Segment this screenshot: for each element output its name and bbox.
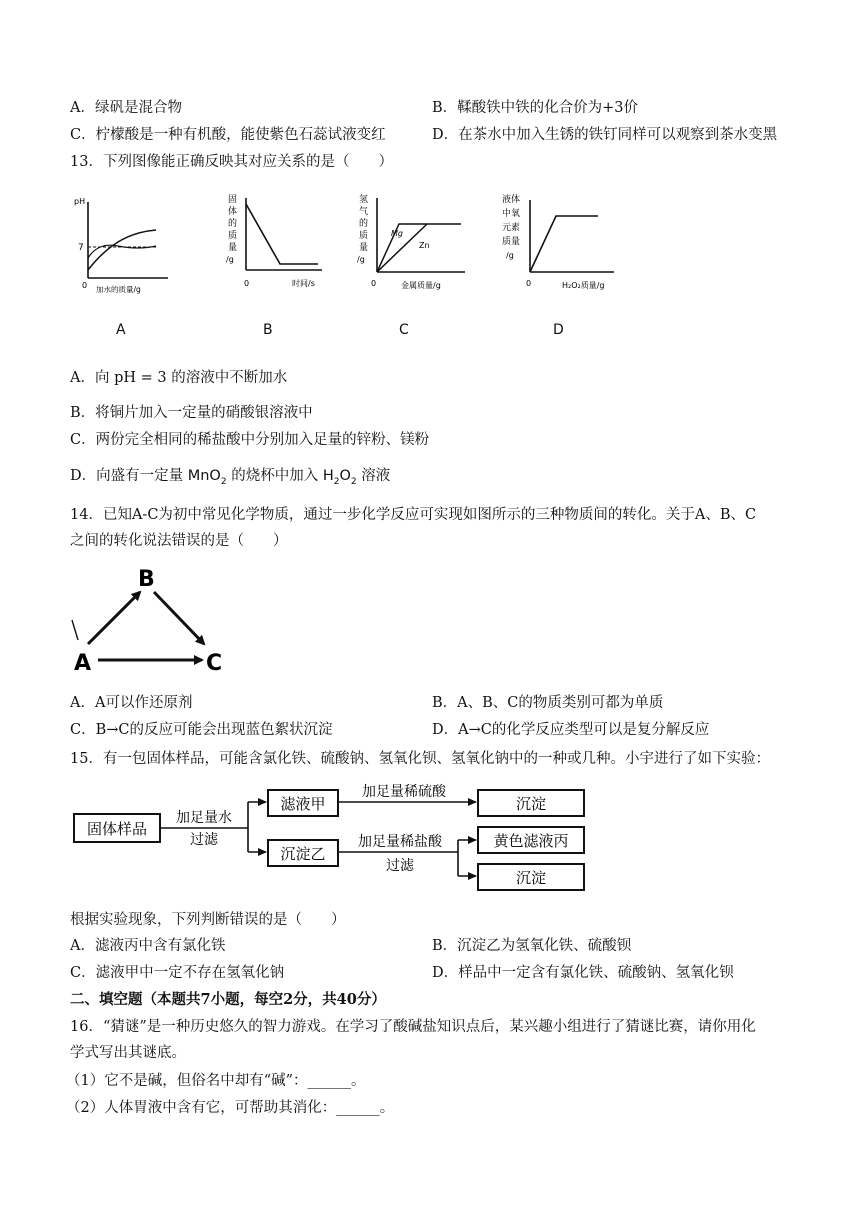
q15-stem: 15．有一包固体样品，可能含氯化铁、硫酸钠、氢氧化钡、氢氧化钠中的一种或几种。小宇进行了如下实验： [70,751,770,767]
graph-a-tick-7: 7 [78,243,84,253]
q13-option-d-prefix: D．向盛有一定量 [70,468,184,484]
h-text: H [322,468,334,484]
arrow-a-to-b [88,592,140,644]
graph-c-ylabel-3: 的 [359,219,369,229]
q16-sub1: （1）它不是碱，但俗名中却有“碱”：______。 [66,1073,366,1089]
q14-option-d: D．A→C的化学反应类型可以是复分解反应 [432,722,710,738]
q14-triangle-diagram [66,560,236,680]
q16-stem-line1: 16．“猜谜”是一种历史悠久的智力游戏。在学习了酸碱盐知识点后，某兴趣小组进行了猜谜比赛，请你用化 [70,1019,756,1035]
o-subscript: 2 [350,476,357,487]
graph-c-zn-label: Zn [419,241,430,250]
box-sample-label: 固体样品 [86,820,148,838]
node-b: B [138,567,155,592]
graph-c-origin: 0 [371,279,377,288]
graph-d-caption: D [553,322,564,338]
q15-option-a: A．滤液丙中含有氯化铁 [70,938,226,954]
box-result1-label: 沉淀 [515,795,547,813]
q13-option-a: A．向 pH = 3 的溶液中不断加水 [70,370,288,386]
q13-stem: 13．下列图像能正确反映其对应关系的是（ ） [70,154,393,170]
mno2-formula [187,468,227,487]
graph-d-origin: 0 [526,279,532,288]
q15-option-d: D．样品中一定含有氯化铁、硫酸钠、氢氧化钡 [432,965,734,981]
q12-option-a: A．绿矾是混合物 [70,100,182,116]
q13-option-c: C．两份完全相同的稀盐酸中分别加入足量的锌粉、镁粉 [70,432,430,448]
q13-option-d-suffix: 溶液 [361,468,391,484]
graph-a-caption: A [116,322,126,338]
q13-graph-b [222,188,332,304]
graph-b-caption: B [263,322,273,338]
q15-option-c: C．滤液甲中一定不存在氢氧化钠 [70,965,285,981]
box-result2-label: 黄色滤液丙 [493,832,569,850]
graph-c-ylabel-1: 氢 [359,195,369,205]
box-result3-label: 沉淀 [515,869,547,887]
graph-c-ylabel-4: 质 [359,231,369,241]
q12-option-d: D．在茶水中加入生锈的铁钉同样可以观察到茶水变黑 [432,127,778,143]
graph-a-origin: 0 [82,281,88,290]
q13-option-b: B．将铜片加入一定量的硝酸银溶液中 [70,405,313,421]
q15-question: 根据实验现象，下列判断错误的是（ ） [70,912,346,928]
graph-c-ylabel-2: 气 [359,207,369,217]
graph-a-xlabel: 加水的质量/g [96,285,141,294]
box-filtrate-a-label: 滤液甲 [280,795,326,813]
h-subscript: 2 [333,476,340,487]
graph-b-ylabel-2: 体 [228,207,238,217]
q12-option-b: B．鞣酸铁中铁的化合价为+3价 [432,100,639,116]
node-c: C [206,651,223,676]
step1-filter-label: 过滤 [190,832,218,848]
graph-b-ylabel-1: 固 [228,195,238,205]
box-precip-b-label: 沉淀乙 [280,845,326,863]
graph-c-xlabel: 金属质量/g [401,281,441,290]
node-a: A [74,651,92,676]
step3-label: 加足量稀盐酸 [358,834,442,850]
mno2-subscript: 2 [220,476,227,487]
q13-graph-c [355,188,473,304]
graph-b-origin: 0 [244,279,250,288]
h2o2-formula [322,468,357,487]
q14-stem-line2: 之间的转化说法错误的是（ ） [70,533,288,549]
q13-graph-d [498,188,622,304]
q14-stem-line1: 14．已知A-C为初中常见化学物质，通过一步化学反应可实现如图所示的三种物质间的转化。关于A、B、C [70,507,757,523]
mno2-text: MnO [187,468,221,484]
q13-graph-a [72,192,182,302]
graph-d-ylabel-3: 元素 [502,223,521,233]
graph-c-caption: C [399,322,409,338]
arrow-b-to-c [154,592,204,644]
graph-d-ylabel-4: 质量 [502,237,521,247]
graph-b-ylabel-5: 量 [228,243,238,253]
q16-sub2: （2）人体胃液中含有它，可帮助其消化：______。 [66,1100,395,1116]
q15-flowchart [70,778,600,898]
graph-d-ylabel-1: 液体 [502,195,521,205]
q13-option-d-mid: 的烧杯中加入 [231,468,319,484]
graph-d-ylabel-5: /g [506,251,514,260]
q14-option-a: A．A可以作还原剂 [70,695,193,711]
q13-option-d [70,466,390,492]
o-text: O [339,468,351,484]
graph-b-ylabel-6: /g [226,255,234,264]
step3-filter-label: 过滤 [386,858,414,874]
graph-c-ylabel-5: 量 [359,243,369,253]
q14-option-b: B．A、B、C的物质类别可都为单质 [432,695,664,711]
q12-option-c: C．柠檬酸是一种有机酸，能使紫色石蕊试液变红 [70,127,386,143]
graph-c-mg-label: Mg [391,229,403,238]
graph-b-ylabel-3: 的 [228,219,238,229]
step1-label: 加足量水 [176,810,232,826]
step2-label: 加足量稀硫酸 [362,784,446,800]
graph-d-xlabel: H₂O₂质量/g [562,281,605,290]
section-title: 二、填空题（本题共7小题，每空2分，共40分） [70,991,386,1008]
graph-d-ylabel-2: 中氧 [502,209,521,219]
graph-b-ylabel-4: 质 [228,231,238,241]
graph-b-xlabel: 时间/s [292,279,315,288]
graph-a-ylabel: pH [74,197,86,206]
q15-option-b: B．沉淀乙为氢氧化铁、硫酸钡 [432,938,632,954]
q16-stem-line2: 学式写出其谜底。 [70,1045,186,1061]
q14-option-c: C．B→C的反应可能会出现蓝色絮状沉淀 [70,722,333,738]
graph-c-ylabel-6: /g [357,255,365,264]
